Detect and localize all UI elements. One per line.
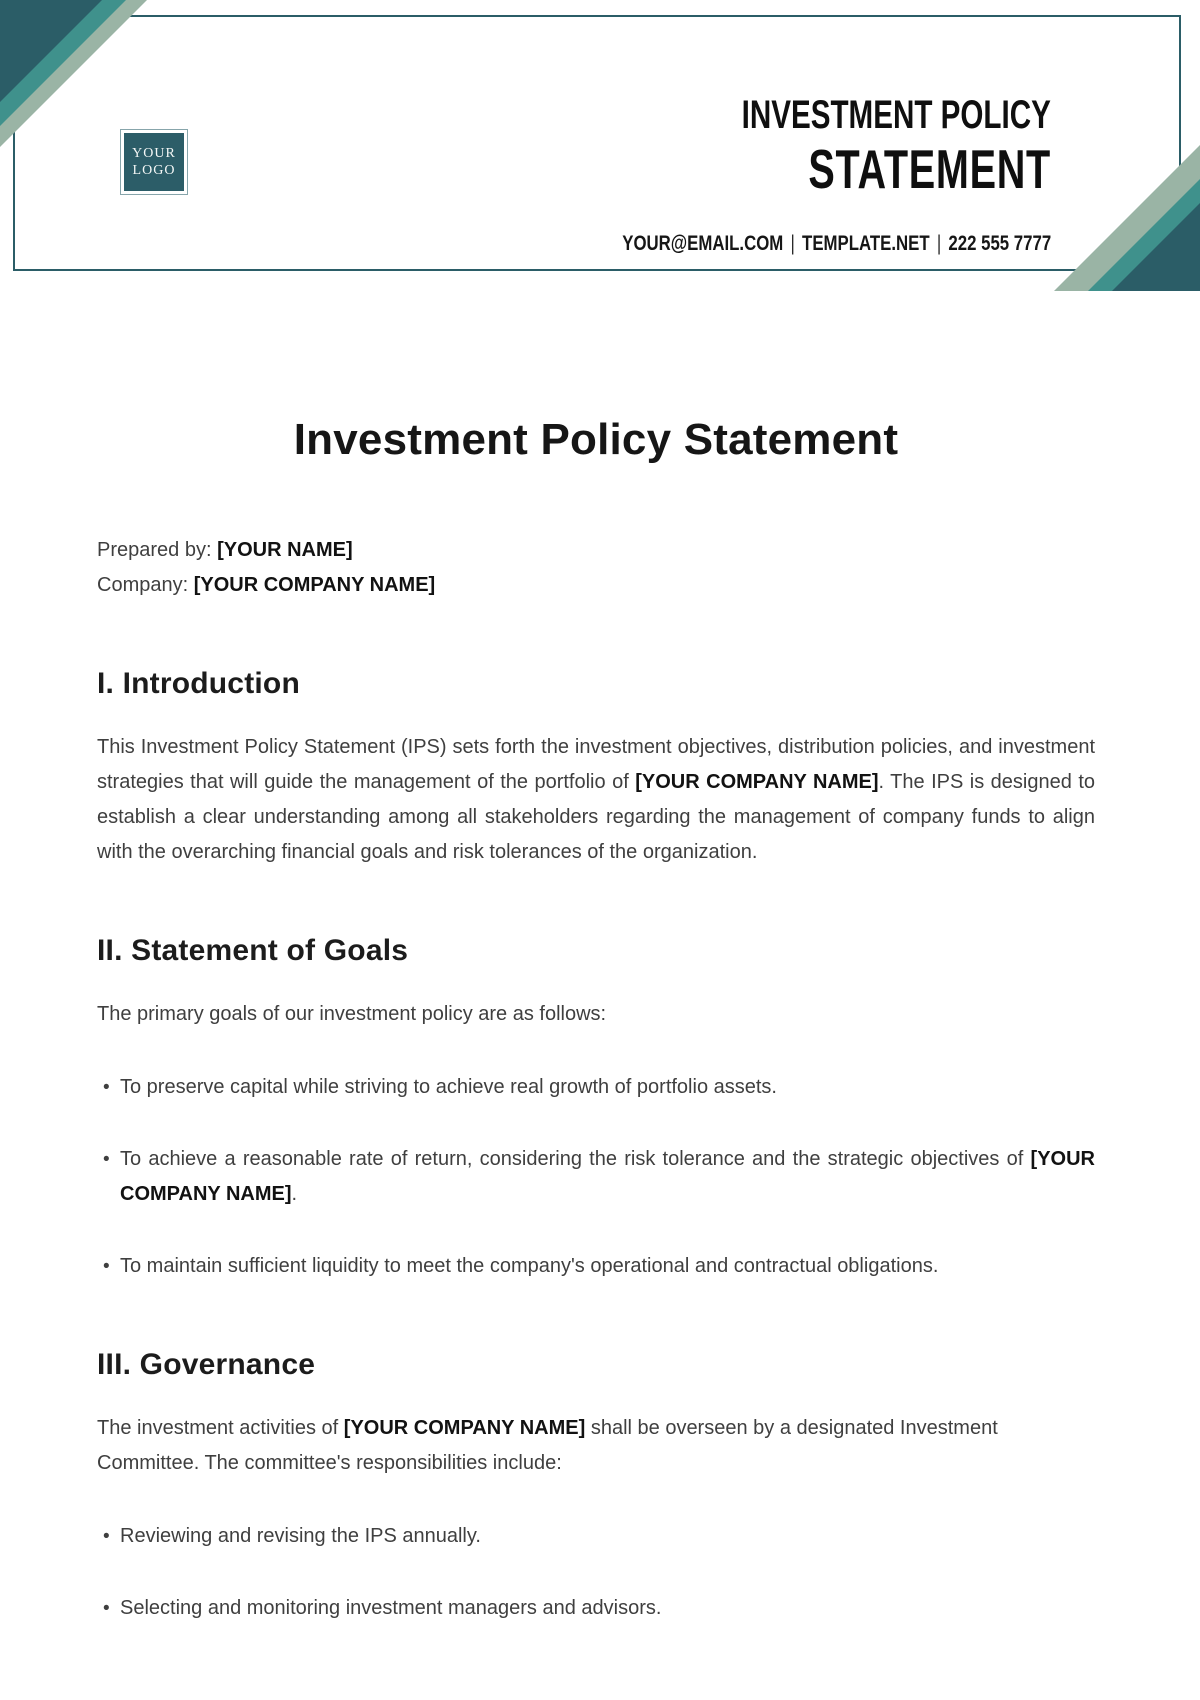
- governance-paragraph: The investment activities of [YOUR COMPANY NAME] shall be overseen by a designated Investment Committee. The committee's responsibilities include:: [97, 1417, 998, 1474]
- section-heading-introduction: I. Introduction: [97, 667, 300, 700]
- contact-separator: |: [936, 232, 942, 255]
- introduction-paragraph: This Investment Policy Statement (IPS) sets forth the investment objectives, distribution policies, and investment strategies that will guide the management of the portfolio of [YOUR COMPANY NAME]. The IPS is designed to establish a clear understanding among all stakeholders regarding the management of company funds to align with the overarching financial goals and risk tolerances of the organization.: [97, 736, 1096, 863]
- contact-separator: |: [790, 232, 795, 255]
- section-heading-goals: II. Statement of Goals: [97, 934, 409, 967]
- list-item: • To preserve capital while striving to achieve real growth of portfolio assets.: [97, 1070, 1095, 1105]
- logo-text-line1: YOUR: [132, 146, 176, 161]
- prepared-by-label: Prepared by:: [97, 539, 212, 561]
- governance-bullet-list: [97, 1519, 1095, 1626]
- company-label: Company:: [97, 574, 189, 596]
- prepared-by-value: [YOUR NAME]: [217, 539, 353, 561]
- document-meta: [97, 533, 1095, 603]
- logo-text-line2: LOGO: [132, 163, 176, 178]
- list-item: • Reviewing and revising the IPS annually.: [97, 1519, 1095, 1554]
- header-title-line2: STATEMENT: [808, 138, 1051, 200]
- header-title-line1: INVESTMENT POLICY: [741, 93, 1051, 137]
- list-item: • Selecting and monitoring investment managers and advisors.: [97, 1591, 1095, 1626]
- list-item: • To maintain sufficient liquidity to meet the company's operational and contractual obligations.: [97, 1249, 1095, 1284]
- company-value: [YOUR COMPANY NAME]: [193, 574, 436, 596]
- page-title: Investment Policy Statement: [293, 415, 899, 464]
- contact-website: TEMPLATE.NET: [801, 232, 930, 255]
- goals-bullet-list: [97, 1070, 1095, 1284]
- section-heading-governance: III. Governance: [97, 1348, 316, 1381]
- contact-phone: 222 555 7777: [948, 232, 1051, 255]
- contact-email: YOUR@EMAIL.COM: [622, 232, 784, 255]
- list-item: • To achieve a reasonable rate of return, considering the risk tolerance and the strategic objectives of [YOUR COMPANY NAME].: [97, 1142, 1095, 1212]
- goals-intro-paragraph: The primary goals of our investment policy are as follows:: [97, 1003, 607, 1025]
